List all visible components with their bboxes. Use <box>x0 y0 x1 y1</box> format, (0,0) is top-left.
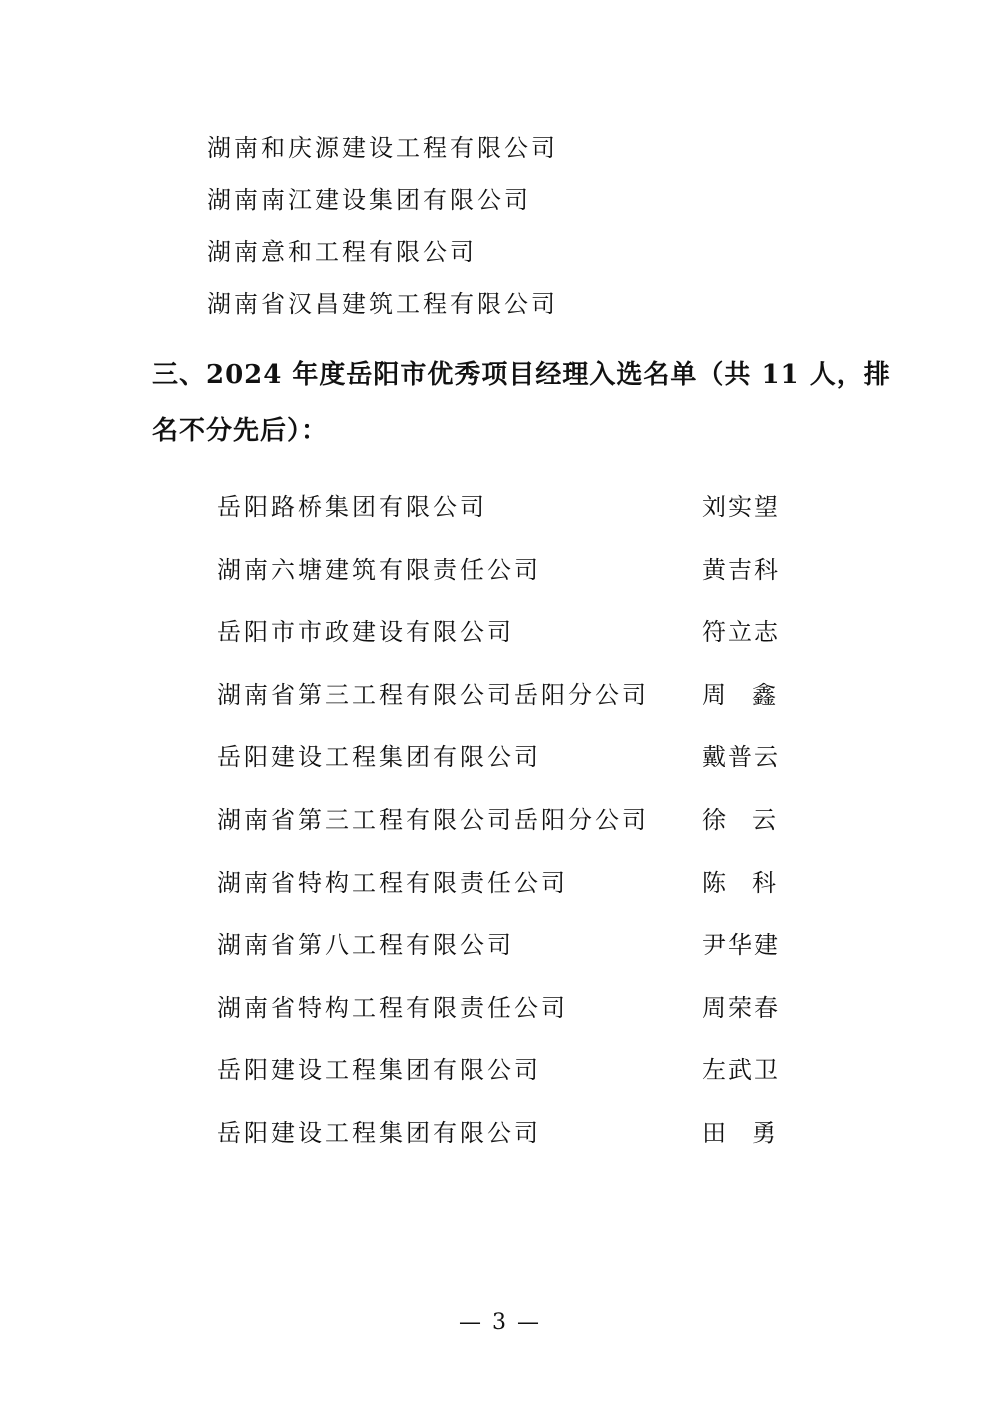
section-heading-line-1: 三、2024 年度岳阳市优秀项目经理入选名单（共 11 人，排 <box>152 360 891 390</box>
manager-organization: 湖南省第三工程有限公司岳阳分公司 <box>217 805 649 834</box>
manager-name: 周鑫 <box>702 680 778 709</box>
manager-row <box>217 918 797 981</box>
manager-row <box>217 1106 797 1169</box>
manager-row <box>217 605 797 668</box>
manager-organization: 岳阳路桥集团有限公司 <box>217 493 487 521</box>
company-item: 湖南南江建设集团有限公司 <box>207 186 531 214</box>
page-number: — 3 — <box>459 1310 541 1335</box>
manager-row <box>217 981 797 1044</box>
section-heading-line-2: 名不分先后）： <box>152 416 329 446</box>
manager-row <box>217 543 797 606</box>
section-heading <box>152 347 891 459</box>
company-list <box>207 127 558 335</box>
manager-row <box>217 856 797 919</box>
manager-organization: 湖南省特构工程有限责任公司 <box>217 868 568 897</box>
manager-name: 田勇 <box>702 1118 778 1147</box>
project-manager-list <box>217 480 797 1169</box>
manager-name: 刘实望 <box>702 493 780 521</box>
company-item: 湖南和庆源建设工程有限公司 <box>207 134 558 162</box>
manager-name: 黄吉科 <box>702 555 780 584</box>
manager-row <box>217 730 797 793</box>
manager-row <box>217 1043 797 1106</box>
manager-name: 戴普云 <box>702 743 780 772</box>
company-item: 湖南省汉昌建筑工程有限公司 <box>207 290 558 318</box>
manager-row <box>217 480 797 543</box>
manager-organization: 岳阳建设工程集团有限公司 <box>217 743 541 772</box>
manager-organization: 岳阳市市政建设有限公司 <box>217 618 514 647</box>
manager-name: 符立志 <box>702 618 780 647</box>
company-item: 湖南意和工程有限公司 <box>207 238 477 266</box>
manager-organization: 湖南省第八工程有限公司 <box>217 931 514 960</box>
manager-name: 陈科 <box>702 868 778 897</box>
manager-organization: 湖南省第三工程有限公司岳阳分公司 <box>217 680 649 709</box>
manager-row <box>217 793 797 856</box>
manager-name: 周荣春 <box>702 993 780 1022</box>
manager-organization: 湖南省特构工程有限责任公司 <box>217 993 568 1022</box>
manager-name: 左武卫 <box>702 1056 780 1085</box>
manager-organization: 岳阳建设工程集团有限公司 <box>217 1118 541 1147</box>
manager-row <box>217 668 797 731</box>
manager-name: 徐云 <box>702 805 778 834</box>
manager-organization: 岳阳建设工程集团有限公司 <box>217 1056 541 1085</box>
manager-organization: 湖南六塘建筑有限责任公司 <box>217 555 541 584</box>
manager-name: 尹华建 <box>702 931 780 960</box>
